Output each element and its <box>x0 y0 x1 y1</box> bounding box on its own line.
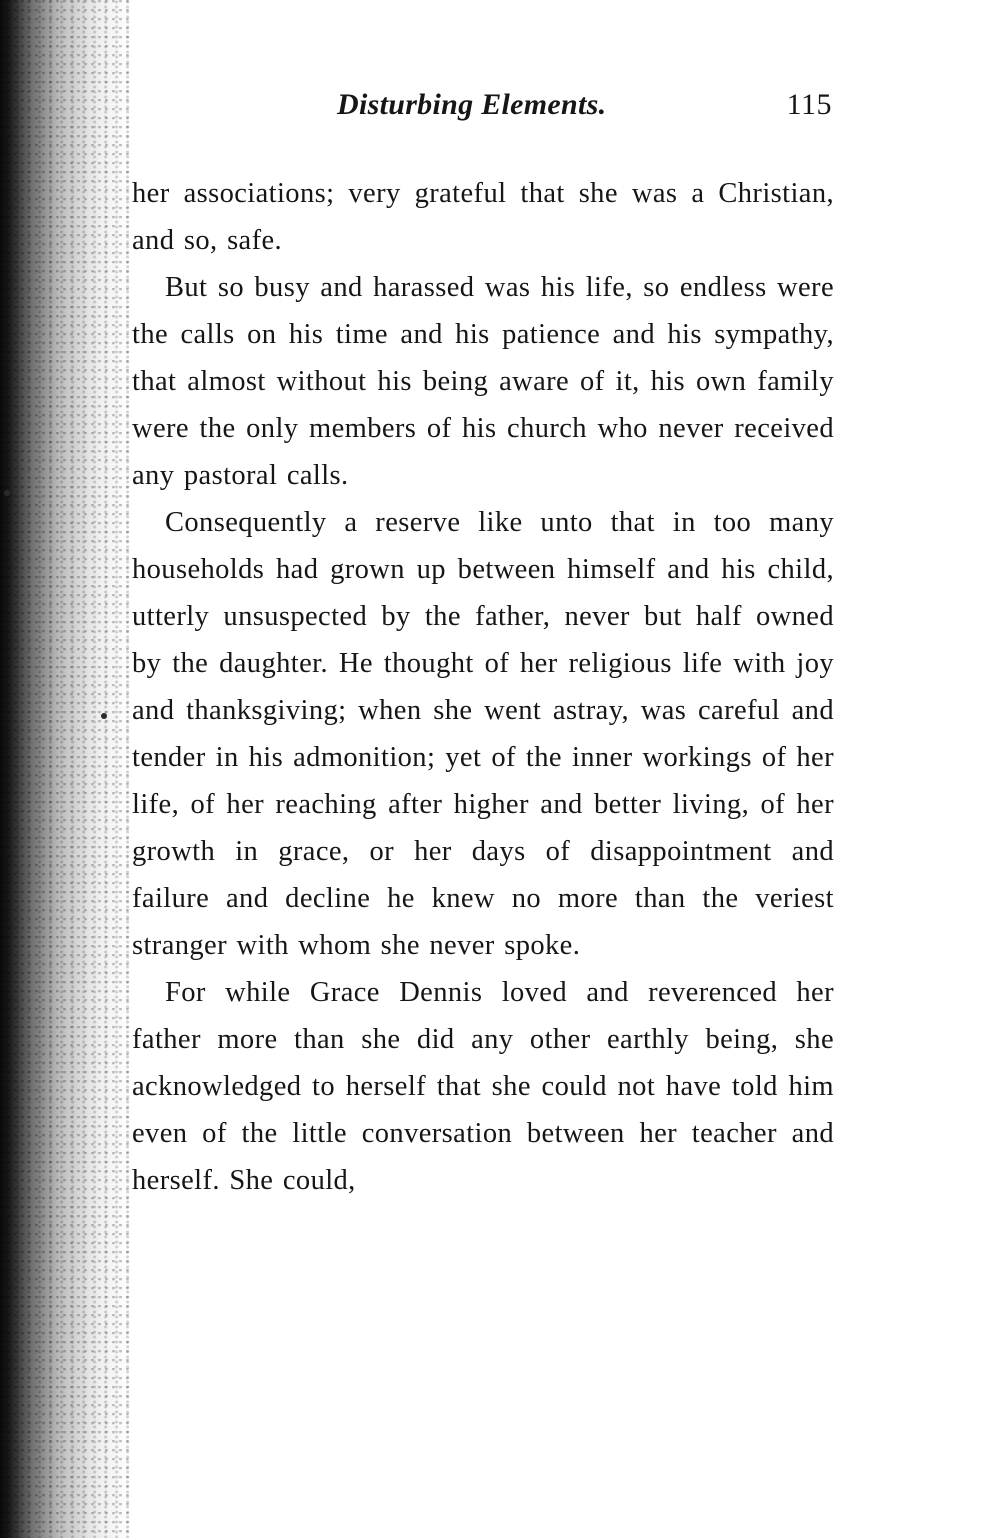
paragraph: her associations; very grateful that she was a Christian, and so, safe. <box>132 178 834 256</box>
ink-speck <box>4 490 10 496</box>
page-number: 115 <box>786 88 832 121</box>
body-text <box>132 170 834 1204</box>
running-title: Disturbing Elements. <box>337 88 607 121</box>
page-gutter-shadow <box>0 0 130 1538</box>
paragraph: For while Grace Dennis loved and reverenced her father more than she did any other earthly being, she acknowledged to herself that she could not have told him even of the little conversation between her teacher and herself. She could, <box>132 977 834 1196</box>
paragraph: But so busy and harassed was his life, so endless were the calls on his time and his patience and his sympathy, that almost without his being aware of it, his own family were the only members of his church who never received any pastoral calls. <box>132 272 834 491</box>
paragraph: Consequently a reserve like unto that in too many households had grown up between himself and his child, utterly unsuspected by the father, never but half owned by the daughter. He thought of her religious life with joy and thanksgiving; when she went astray, was careful and tender in his admonition; yet of the inner workings of her life, of her reaching after higher and better living, of her growth in grace, or her days of disappointment and failure and decline he knew no more than the veriest stranger with whom she never spoke. <box>132 507 834 961</box>
ink-speck <box>101 713 107 719</box>
page-header <box>132 88 832 128</box>
